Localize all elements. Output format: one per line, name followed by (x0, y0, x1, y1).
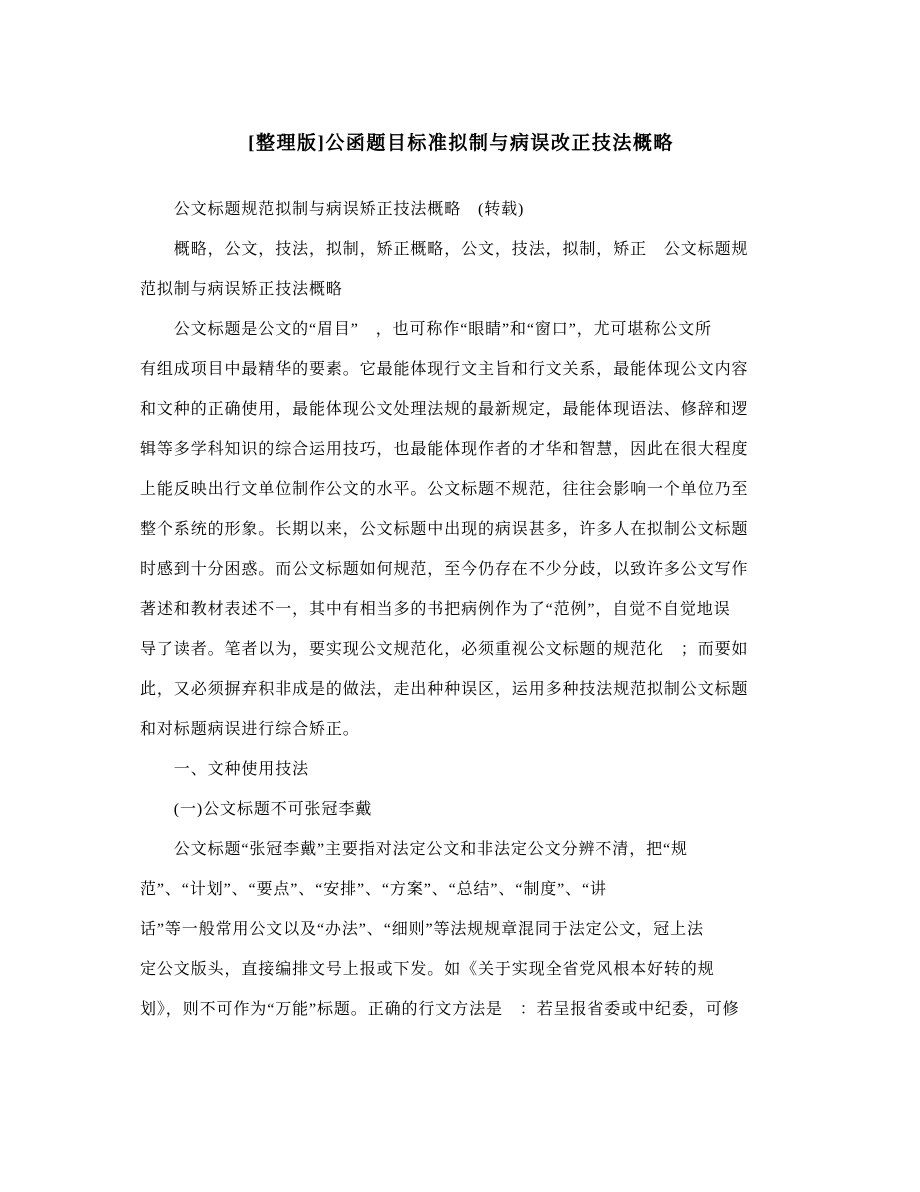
document-line: 和文种的正确使用，最能体现公文处理法规的最新规定，最能体现语法、修辞和逻 (140, 401, 749, 418)
document-body (140, 190, 782, 1030)
document-line: 上能反映出行文单位制作公文的水平。公文标题不规范，往往会影响一个单位乃至 (140, 481, 749, 498)
document-line: 概略，公文，技法，拟制，矫正概略，公文，技法，拟制，矫正 公文标题规 (140, 241, 749, 258)
document-line: 公文标题是公文的“眉目” ，也可称作“眼睛”和“窗口”，尤可堪称公文所 (140, 321, 712, 338)
document-line: 时感到十分困惑。而公文标题如何规范，至今仍存在不少分歧，以致许多公文写作 (140, 561, 749, 578)
document-line: 话”等一般常用公文以及“办法”、“细则”等法规规章混同于法定公文，冠上法 (140, 921, 704, 938)
document-line: 一、文种使用技法 (140, 761, 310, 778)
document-line: 有组成项目中最精华的要素。它最能体现行文主旨和行文关系，最能体现公文内容 (140, 361, 749, 378)
document-line: 公文标题“张冠李戴”主要指对法定公文和非法定公文分辨不清，把“规 (140, 841, 688, 858)
document-title: [整理版]公函题目标准拟制与病误改正技法概略 (248, 133, 674, 154)
document-line: 公文标题规范拟制与病误矫正技法概略 (转载) (140, 201, 525, 218)
document-line: 范”、“计划”、“要点”、“安排”、“方案”、“总结”、“制度”、“讲 (140, 881, 607, 898)
document-line: 定公文版头，直接编排文号上报或下发。如《关于实现全省党风根本好转的规 (140, 961, 715, 978)
document-line: 辑等多学科知识的综合运用技巧，也最能体现作者的才华和智慧，因此在很大程度 (140, 441, 749, 458)
document-line: 和对标题病误进行综合矫正。 (140, 721, 360, 738)
document-line: 划》，则不可作为“万能”标题。正确的行文方法是 ：若呈报省委或中纪委，可修 (140, 1001, 740, 1018)
document-line: (一)公文标题不可张冠李戴 (140, 801, 373, 818)
document-line: 导了读者。笔者以为，要实现公文规范化，必须重视公文标题的规范化 ；而要如 (140, 641, 749, 658)
document-line: 此，又必须摒弃积非成是的做法，走出种种误区，运用多种技法规范拟制公文标题 (140, 681, 749, 698)
document-line: 整个系统的形象。长期以来，公文标题中出现的病误甚多，许多人在拟制公文标题 (140, 521, 749, 538)
document-line: 著述和教材表述不一，其中有相当多的书把病例作为了“范例”，自觉不自觉地误 (140, 601, 731, 618)
document-line: 范拟制与病误矫正技法概略 (140, 281, 343, 298)
